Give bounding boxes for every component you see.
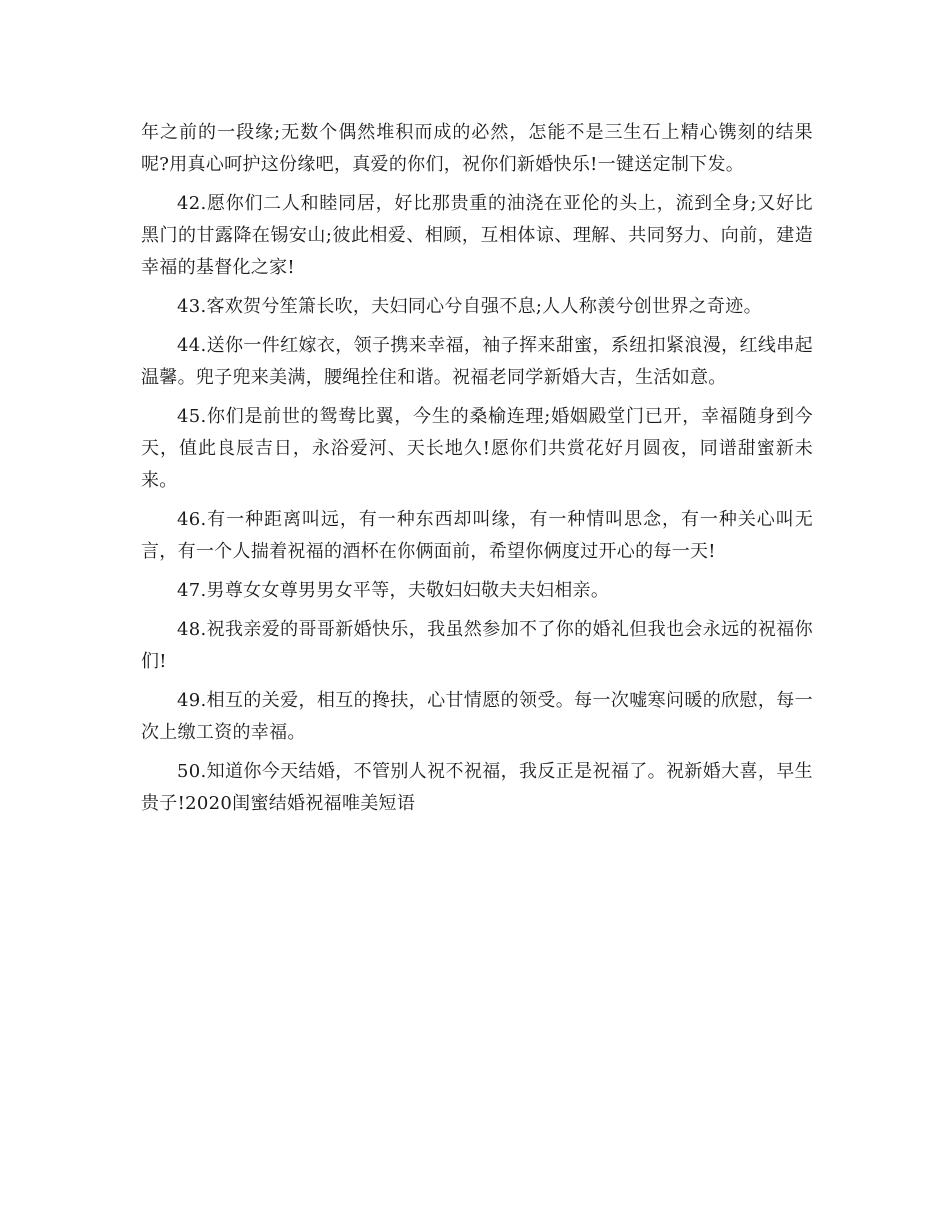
paragraph-continuation: 年之前的一段缘;无数个偶然堆积而成的必然，怎能不是三生石上精心镌刻的结果呢?用真心呵护这份缘吧，真爱的你们，祝你们新婚快乐!一键送定制下发。 [141,122,813,175]
paragraph-item-43: 43.客欢贺兮笙箫长吹，夫妇同心兮自强不息;人人称羡兮创世界之奇迹。 [177,296,762,317]
paragraph-item-46: 46.有一种距离叫远，有一种东西却叫缘，有一种情叫思念，有一种关心叫无言，有一个人揣着祝福的酒杯在你俩面前，希望你俩度过开心的每一天! [141,509,813,562]
document-body [141,117,813,827]
paragraph-item-44: 44.送你一件红嫁衣，领子携来幸福，袖子挥来甜蜜，系纽扣紧浪漫，红线串起温馨。兜子兜来美满，腰绳拴住和谐。祝福老同学新婚大吉，生活如意。 [141,335,813,388]
paragraph-item-42: 42.愿你们二人和睦同居，好比那贵重的油浇在亚伦的头上，流到全身;又好比黑门的甘露降在锡安山;彼此相爱、相顾，互相体谅、理解、共同努力、向前，建造幸福的基督化之家! [141,193,813,278]
paragraph-item-48: 48.祝我亲爱的哥哥新婚快乐，我虽然参加不了你的婚礼但我也会永远的祝福你们! [141,619,813,672]
paragraph-item-47: 47.男尊女女尊男男女平等，夫敬妇妇敬夫夫妇相亲。 [177,580,610,601]
paragraph-item-50: 50.知道你今天结婚，不管别人祝不祝福，我反正是祝福了。祝新婚大喜，早生贵子!2020闺蜜结婚祝福唯美短语 [141,761,813,814]
paragraph-item-45: 45.你们是前世的鸳鸯比翼，今生的桑榆连理;婚姻殿堂门已开，幸福随身到今天，值此良辰吉日，永浴爱河、天长地久!愿你们共赏花好月圆夜，同谱甜蜜新未来。 [141,406,813,491]
paragraph-item-49: 49.相互的关爱，相互的搀扶，心甘情愿的领受。每一次嘘寒问暖的欣慰，每一次上缴工资的幸福。 [141,690,813,743]
